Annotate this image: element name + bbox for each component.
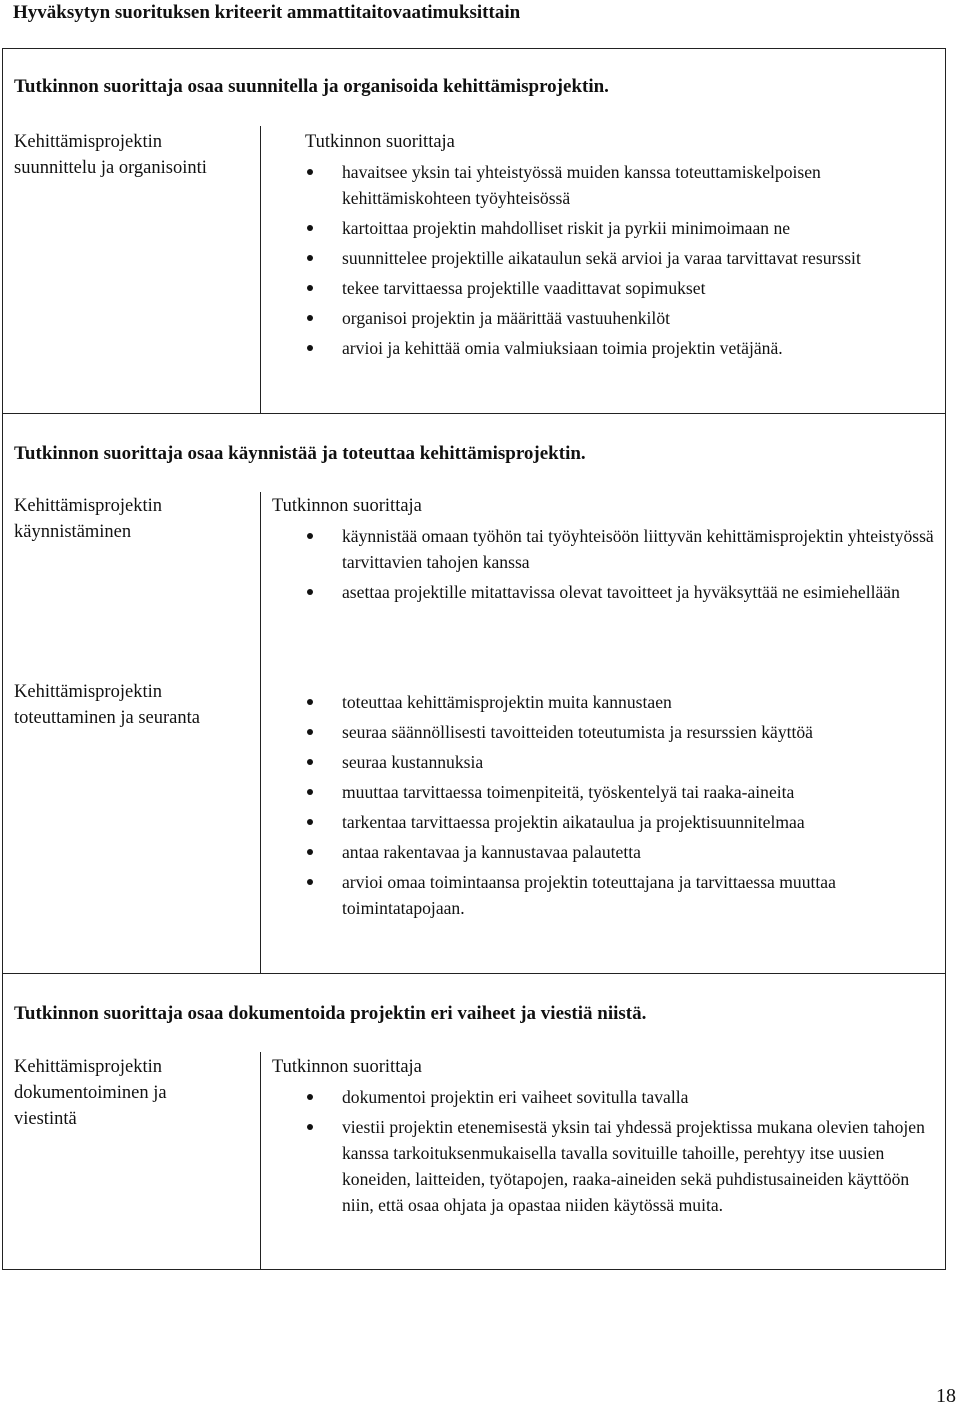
bullet-icon	[307, 225, 313, 231]
section-heading: Tutkinnon suorittaja osaa dokumentoida projektin eri vaiheet ja viestiä niistä.	[14, 1003, 647, 1024]
label-line: Kehittämisprojektin	[14, 1057, 162, 1077]
bullet-icon	[307, 1124, 313, 1130]
criteria-item: asettaa projektille mitattavissa olevat tavoitteet ja hyväksyttää ne esimiehellään	[303, 579, 943, 605]
criteria-item: tekee tarvittaessa projektille vaadittavat sopimukset	[303, 275, 943, 301]
criteria-item: käynnistää omaan työhön tai työyhteisöön liittyvän kehittämisprojektin yhteistyössä tarvittavien tahojen kanssa	[303, 523, 943, 575]
bullet-icon	[307, 879, 313, 885]
criteria-item: viestii projektin etenemisestä yksin tai yhdessä projektissa mukana olevien tahojen kanssa tarkoituksenmukaisella tavalla sovituille tahoille, perehtyy itse uusien koneiden, laitteiden, työtapojen, raaka-aineiden sekä puhdistusaineiden käyttöön niin, että osaa ohjata ja opastaa niiden käytössä muita.	[303, 1114, 943, 1218]
row-divider	[3, 413, 945, 414]
bullet-icon	[307, 729, 313, 735]
bullet-icon	[307, 169, 313, 175]
label-line: Kehittämisprojektin	[14, 682, 162, 702]
criteria-list	[303, 689, 943, 925]
competence-area-label	[14, 129, 254, 181]
column-divider	[260, 492, 261, 973]
bullet-icon	[307, 345, 313, 351]
criteria-item: suunnittelee projektille aikataulun sekä arvioi ja varaa tarvittavat resurssit	[303, 245, 943, 271]
criteria-item: organisoi projektin ja määrittää vastuuhenkilöt	[303, 305, 943, 331]
criteria-item: havaitsee yksin tai yhteistyössä muiden kanssa toteuttamiskelpoisen kehittämiskohteen työyhteisössä	[303, 159, 943, 211]
bullet-icon	[307, 759, 313, 765]
bullet-icon	[307, 533, 313, 539]
label-line: suunnittelu ja organisointi	[14, 158, 207, 178]
label-line: käynnistäminen	[14, 522, 132, 542]
criteria-list	[303, 523, 943, 609]
section-heading: Tutkinnon suorittaja osaa käynnistää ja toteuttaa kehittämisprojektin.	[14, 443, 586, 464]
criteria-item: muuttaa tarvittaessa toimenpiteitä, työskentelyä tai raaka-aineita	[303, 779, 943, 805]
column-divider	[260, 126, 261, 413]
page-title: Hyväksytyn suorituksen kriteerit ammattitaitovaatimuksittain	[13, 2, 521, 23]
criteria-intro: Tutkinnon suorittaja	[305, 132, 455, 152]
criteria-item: toteuttaa kehittämisprojektin muita kannustaen	[303, 689, 943, 715]
label-line: viestintä	[14, 1109, 77, 1129]
label-line: Kehittämisprojektin	[14, 132, 162, 152]
criteria-intro: Tutkinnon suorittaja	[272, 1057, 422, 1077]
row-divider	[3, 973, 945, 974]
bullet-icon	[307, 849, 313, 855]
competence-area-label	[14, 1054, 254, 1132]
bullet-icon	[307, 255, 313, 261]
section-heading: Tutkinnon suorittaja osaa suunnitella ja organisoida kehittämisprojektin.	[14, 76, 609, 97]
label-line: dokumentoiminen ja	[14, 1083, 167, 1103]
criteria-item: arvioi omaa toimintaansa projektin toteuttajana ja tarvittaessa muuttaa toimintatapojaan.	[303, 869, 943, 921]
label-line: Kehittämisprojektin	[14, 496, 162, 516]
criteria-item: seuraa säännöllisesti tavoitteiden toteutumista ja resurssien käyttöä	[303, 719, 943, 745]
column-divider	[260, 1052, 261, 1270]
competence-area-label	[14, 493, 254, 545]
page-number: 18	[936, 1385, 956, 1407]
criteria-item: kartoittaa projektin mahdolliset riskit ja pyrkii minimoimaan ne	[303, 215, 943, 241]
criteria-list	[303, 1084, 943, 1222]
criteria-item: arvioi ja kehittää omia valmiuksiaan toimia projektin vetäjänä.	[303, 335, 943, 361]
criteria-item: seuraa kustannuksia	[303, 749, 943, 775]
competence-area-label	[14, 679, 254, 731]
criteria-intro: Tutkinnon suorittaja	[272, 496, 422, 516]
criteria-item: dokumentoi projektin eri vaiheet sovitulla tavalla	[303, 1084, 943, 1110]
bullet-icon	[307, 819, 313, 825]
criteria-list	[303, 159, 943, 365]
label-line: toteuttaminen ja seuranta	[14, 708, 200, 728]
criteria-item: antaa rakentavaa ja kannustavaa palautetta	[303, 839, 943, 865]
bullet-icon	[307, 1094, 313, 1100]
bullet-icon	[307, 589, 313, 595]
bullet-icon	[307, 285, 313, 291]
criteria-item: tarkentaa tarvittaessa projektin aikataulua ja projektisuunnitelmaa	[303, 809, 943, 835]
bullet-icon	[307, 699, 313, 705]
bullet-icon	[307, 315, 313, 321]
bullet-icon	[307, 789, 313, 795]
criteria-table	[2, 48, 946, 1270]
